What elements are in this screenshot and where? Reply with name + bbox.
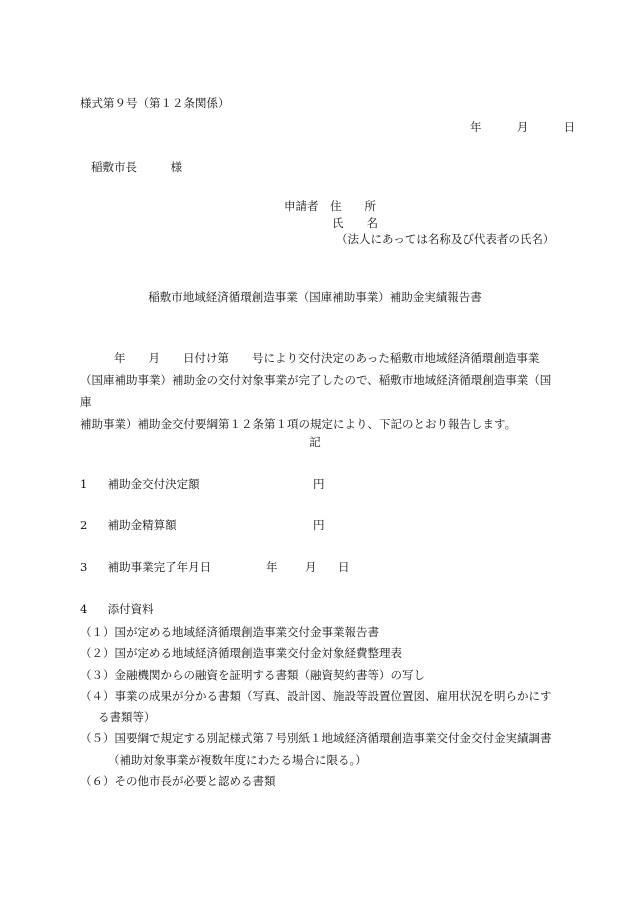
attachments-number: 4 [80,602,88,616]
item-day: 日 [338,560,350,574]
attachment-item: （５）国要綱で規定する別記様式第７号別紙１地域経済循環創造事業交付金交付金実績調書（補助対象事業が複数年度にわたる場合に限る。） [80,731,552,767]
applicant-address-label: 住 所 [330,199,376,213]
attachment-item: （６）その他市長が必要と認める書類 [80,773,276,788]
item-label: 補助金精算額 [107,518,177,532]
document-title: 稲敷市地域経済循環創造事業（国庫補助事業）補助金実績報告書 [148,290,482,304]
attachments-heading [80,602,154,617]
attachment-item: （４）事業の成果が分かる書類（写真、設計図、施設等設置位置図、雇用状況を明らかにする書類等） [80,688,552,725]
date-day: 日 [563,120,576,134]
date-month: 月 [516,120,529,134]
item-grant-settlement-amount [80,518,325,533]
addressee-name: 稲敷市長 [91,160,137,174]
body-line-1: 年 月 日付け第 号により交付決定のあった稲敷市地域経済循環創造事業 [114,351,540,365]
attachment-item: （３）金融機関からの融資を証明する書類（融資契約書等）の写し [80,667,425,682]
body-line-3: 補助事業）補助金交付要綱第１２条第１項の規定により、下記のとおり報告します。 [80,416,517,431]
item-label: 補助事業完了年月日 [107,560,212,574]
item-unit: 円 [313,518,325,532]
addressee [91,160,182,175]
applicant-name-label: 氏 名 [332,215,378,230]
item-month: 月 [305,560,317,574]
date-year: 年 [470,120,482,134]
date-line [470,120,575,135]
attachment-item: （２）国が定める地域経済循環創造事業交付金対象経費整理表 [80,646,402,661]
item-number: 1 [80,477,88,491]
form-number: 様式第９号（第１２条関係） [80,96,230,110]
attachments-list [80,622,560,792]
applicant-note: （法人にあっては名称及び代表者の氏名） [336,232,555,247]
item-year: 年 [266,560,278,574]
item-number: 2 [80,518,88,532]
attachments-label: 添付資料 [107,602,154,616]
item-grant-decision-amount [80,477,325,492]
ki-heading: 記 [309,435,321,449]
body-paragraph [80,348,560,435]
addressee-honorific: 様 [170,160,183,174]
applicant-role: 申請者 [284,199,319,213]
item-unit: 円 [313,477,325,491]
item-completion-date [80,560,350,575]
item-number: 3 [80,560,88,574]
item-label: 補助金交付決定額 [107,477,200,491]
body-line-2: （国庫補助事業）補助金の交付対象事業が完了したので、稲敷市地域経済循環創造事業（国庫 [80,372,552,409]
attachment-item: （１）国が定める地域経済循環創造事業交付金事業報告書 [80,625,379,639]
applicant-block [284,198,554,248]
